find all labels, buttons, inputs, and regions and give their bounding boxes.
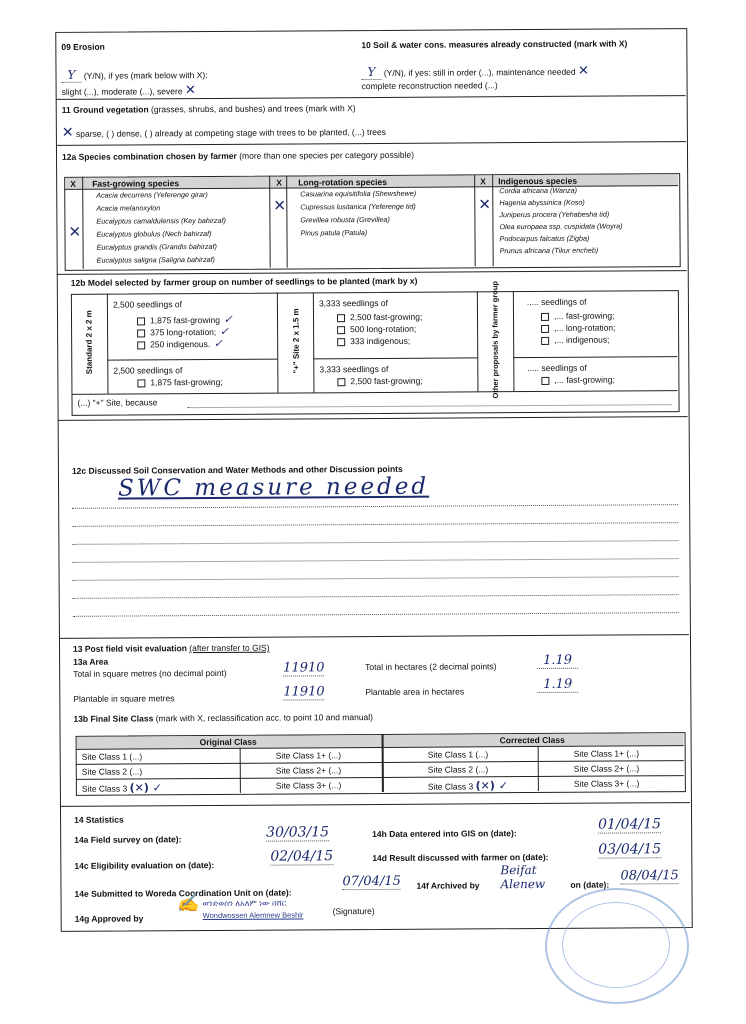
orig-class[interactable]: Site Class 2+ (...)	[275, 765, 342, 776]
site1-opt[interactable]	[337, 324, 416, 334]
s09-yn-value[interactable]: Y	[61, 68, 81, 83]
14f-value[interactable]: 08/04/15	[620, 868, 679, 884]
corr-class-label: Site Class 3	[427, 781, 474, 792]
14f-on: on (date):	[570, 879, 610, 890]
plant-sqm-value[interactable]: 11910	[283, 684, 325, 700]
14d-value[interactable]: 03/04/15	[598, 841, 662, 858]
orig-class-label: Site Class 3	[81, 783, 128, 794]
std1-opt-label: 1,875 fast-growing	[149, 314, 220, 326]
s09-severe-x[interactable]: ✕	[184, 83, 196, 99]
site-label: "+" Site 2 x 1.5 m	[291, 308, 301, 374]
oth1-opt-label: ,... long-rotation;	[554, 322, 616, 333]
s09-yn	[61, 67, 207, 82]
ha-label: Total in hectares (2 decimal points)	[365, 661, 497, 673]
oth2-title: ..... seedlings of	[527, 362, 587, 374]
globulus-x[interactable]: ✕	[68, 222, 82, 241]
long-header: Long-rotation species	[298, 176, 388, 188]
species-item: Eucalyptus grandis (Grandis bahirzaf)	[96, 241, 217, 252]
s11-sparse-x[interactable]: ✕	[61, 124, 74, 141]
std1-opt[interactable]: 250 indigenous. ✓	[137, 337, 223, 351]
14c-value[interactable]: 02/04/15	[270, 848, 334, 865]
std1-title: 2,500 seedlings of	[112, 299, 182, 310]
std1-opt-label: 250 indigenous.	[150, 338, 211, 350]
corr-class[interactable]: Site Class 3+ (...)	[573, 778, 640, 789]
corr-class[interactable]: Site Class 3 (✕) ✓	[427, 779, 508, 793]
s13-title-main: 13 Post field visit evaluation	[72, 643, 187, 654]
s10-line2: complete reconstruction needed (...)	[361, 80, 498, 92]
species-item: Acacia decurrens (Yeferenge girar)	[96, 190, 208, 200]
indig-header: Indigenous species	[498, 175, 578, 187]
species-item: Pinus patula (Patula)	[300, 228, 368, 238]
species-item: Hagenia abyssinica (Koso)	[499, 197, 585, 208]
orig-class[interactable]: Site Class 1 (...)	[81, 751, 143, 762]
site1-opt[interactable]	[337, 312, 422, 323]
std1-opt[interactable]: 375 long-rotation; ✓	[137, 325, 229, 339]
site2-opt[interactable]	[337, 376, 422, 387]
oth1-opt-label: ,... indigenous;	[554, 334, 610, 345]
s09-levels-text: slight (...), moderate (...), severe	[61, 86, 183, 97]
s11-options-text: sparse, ( ) dense, ( ) already at competing stage with trees to be planted, (...) trees	[75, 126, 386, 139]
s12a-title-main: 12a Species combination chosen by farmer	[61, 150, 237, 162]
14g-label: 14g Approved by	[74, 913, 144, 924]
site1-opt-label: 500 long-rotation;	[350, 323, 417, 335]
14a-label: 14a Field survey on (date):	[74, 834, 182, 845]
species-item: Cordia africana (Wanza)	[499, 185, 578, 196]
s10-title: 10 Soil & water cons. measures already constructed (mark with X)	[361, 38, 628, 51]
s11-title-main: 11 Ground vegetation	[61, 104, 149, 115]
fast-header: Fast-growing species	[92, 178, 180, 189]
oth1-opt[interactable]	[541, 335, 609, 345]
oth1-opt[interactable]	[541, 323, 615, 333]
s12a-title	[62, 150, 414, 162]
because-label: (...) "+" Site, because	[77, 397, 158, 408]
corr-class[interactable]: Site Class 2+ (...)	[573, 763, 640, 774]
corr-class[interactable]: Site Class 1+ (...)	[573, 748, 640, 759]
form-sheet	[55, 28, 692, 932]
s09-yn-text: (Y/N), if yes (mark below with X):	[83, 70, 208, 81]
s13b-title-rest: (mark with X, reclassification acc. to point 10 and manual)	[155, 712, 374, 724]
species-item: Acacia melanoxylon	[96, 203, 161, 213]
s09-levels	[62, 83, 196, 99]
species-item: Eucalyptus camaldulensis (Key bahirzaf)	[96, 215, 226, 226]
species-item: Prunus africana (Tikur encheb)	[499, 245, 599, 256]
species-item: Cupressus lusitanica (Yeferenge tid)	[300, 201, 416, 212]
s10-maintenance-x[interactable]: ✕	[577, 63, 589, 79]
orig-class[interactable]: Site Class 1+ (...)	[275, 750, 342, 761]
col-x-label: X	[276, 177, 282, 188]
orig-class[interactable]: Site Class 3 (✕) ✓	[81, 781, 162, 795]
site2-opt-label: 2,500 fast-growing;	[350, 375, 423, 387]
cupressus-x[interactable]: ✕	[273, 196, 286, 215]
hagenia-x[interactable]: ✕	[478, 195, 491, 214]
oth2-opt[interactable]	[541, 375, 615, 385]
standard-label: Standard 2 x 2 m	[84, 310, 94, 375]
s10-yn-value[interactable]: Y	[361, 65, 381, 80]
site1-opt-label: 333 indigenous;	[350, 335, 411, 347]
s09-title: 09 Erosion	[61, 41, 105, 52]
std1-opt[interactable]: 1,875 fast-growing ✓	[137, 313, 233, 327]
approver-name-am: ወንድወሰን ለአለም ነው በሸር	[202, 898, 287, 909]
species-item: Grevillea robusta (Grevillea)	[300, 214, 390, 225]
col-x-label: X	[70, 178, 76, 189]
orig-class[interactable]: Site Class 3+ (...)	[275, 780, 342, 791]
std2-title: 2,500 seedlings of	[113, 365, 183, 376]
site2-title: 3,333 seedlings of	[319, 363, 389, 375]
species-item: Olea europaea ssp. cuspidata (Woyra)	[499, 221, 623, 232]
s12a-title-rest: (more than one species per category possible)	[239, 149, 415, 161]
oth1-title: ..... seedlings of	[526, 296, 587, 308]
official-stamp-inner	[562, 902, 670, 988]
s11-title-rest: (grasses, shrubs, and bushes) and trees (mark with X)	[150, 103, 356, 115]
14c-label: 14c Eligibility evaluation on (date):	[74, 859, 215, 871]
corr-header: Corrected Class	[499, 734, 565, 746]
approver-signature: ✍	[176, 893, 200, 915]
s11-title	[62, 103, 356, 115]
s12c-title: 12c Discussed Soil Conservation and Water Methods and other Discussion points	[71, 463, 403, 476]
14d-label: 14d Result discussed with farmer on (date):	[372, 851, 549, 864]
14e-label: 14e Submitted to Woreda Coordination Unit on (date):	[74, 887, 292, 899]
s10-yn	[361, 64, 588, 80]
plant-sqm-label: Plantable in square metres	[73, 693, 175, 704]
s13a-title: 13a Area	[73, 656, 109, 667]
orig-header: Original Class	[199, 736, 257, 748]
ha-value[interactable]: 1.19	[537, 653, 578, 669]
s12c-handwritten[interactable]: SWC measure needed	[117, 473, 430, 502]
s11-options	[62, 123, 386, 141]
sqm-label: Total in square metres (no decimal point)	[73, 667, 227, 679]
col-line	[382, 734, 384, 792]
14h-label: 14h Data entered into GIS on (date):	[372, 828, 517, 840]
species-item: Juniperus procera (Yehabesha tid)	[499, 209, 610, 220]
s13b-title	[73, 712, 373, 724]
s10-yn-text: (Y/N), if yes: still in order (...), maintenance needed	[383, 66, 576, 78]
14g-sig-label: (Signature)	[332, 906, 375, 917]
sqm-value[interactable]: 11910	[283, 660, 325, 676]
14a-value[interactable]: 30/03/15	[266, 824, 330, 841]
approver-name-en: Wondwossen Alemnew Beshir	[202, 910, 304, 921]
col-x-label: X	[480, 176, 486, 187]
site1-title: 3,333 seedlings of	[318, 297, 388, 309]
s13-title-link: (after transfer to GIS)	[189, 642, 270, 654]
corr-class[interactable]: Site Class 1 (...)	[427, 749, 489, 760]
std1-opt-label: 375 long-rotation;	[150, 326, 217, 338]
species-item: Podocarpus falcatus (Zigba)	[499, 233, 590, 244]
s13b-title-main: 13b Final Site Class	[73, 713, 154, 724]
14e-value[interactable]: 07/04/15	[342, 873, 401, 890]
oth1-opt[interactable]	[541, 311, 615, 321]
s13-title	[73, 643, 270, 654]
species-item: Eucalyptus saligna (Saligna bahirzaf)	[96, 254, 215, 265]
orig-class[interactable]: Site Class 2 (...)	[81, 766, 143, 777]
s14-title: 14 Statistics	[74, 814, 124, 825]
species-item: Casuarina equisitifolia (Shewshewe)	[300, 188, 417, 199]
std2-opt[interactable]	[137, 377, 222, 388]
site1-opt[interactable]	[337, 336, 410, 346]
14h-value[interactable]: 01/04/15	[598, 816, 662, 833]
s12b-title: 12b Model selected by farmer group on number of seedlings to be planted (mark by x)	[70, 275, 418, 288]
14f-label: 14f Archived by	[416, 880, 480, 891]
corr-class[interactable]: Site Class 2 (...)	[427, 764, 489, 775]
14f-name[interactable]: Beifat Alenew	[500, 863, 546, 892]
plant-ha-value[interactable]: 1.19	[537, 677, 578, 693]
species-item: Eucalyptus globulus (Nech bahirzaf)	[96, 228, 212, 239]
other-label: Other proposals by farmer group	[490, 280, 501, 399]
std2-opt-label: 1,875 fast-growing;	[150, 376, 223, 388]
plant-ha-label: Plantable area in hectares	[365, 686, 465, 698]
site1-opt-label: 2,500 fast-growing;	[349, 311, 423, 323]
oth2-opt-label: ,... fast-growing;	[554, 374, 615, 385]
oth1-opt-label: ,... fast-growing;	[553, 310, 615, 321]
